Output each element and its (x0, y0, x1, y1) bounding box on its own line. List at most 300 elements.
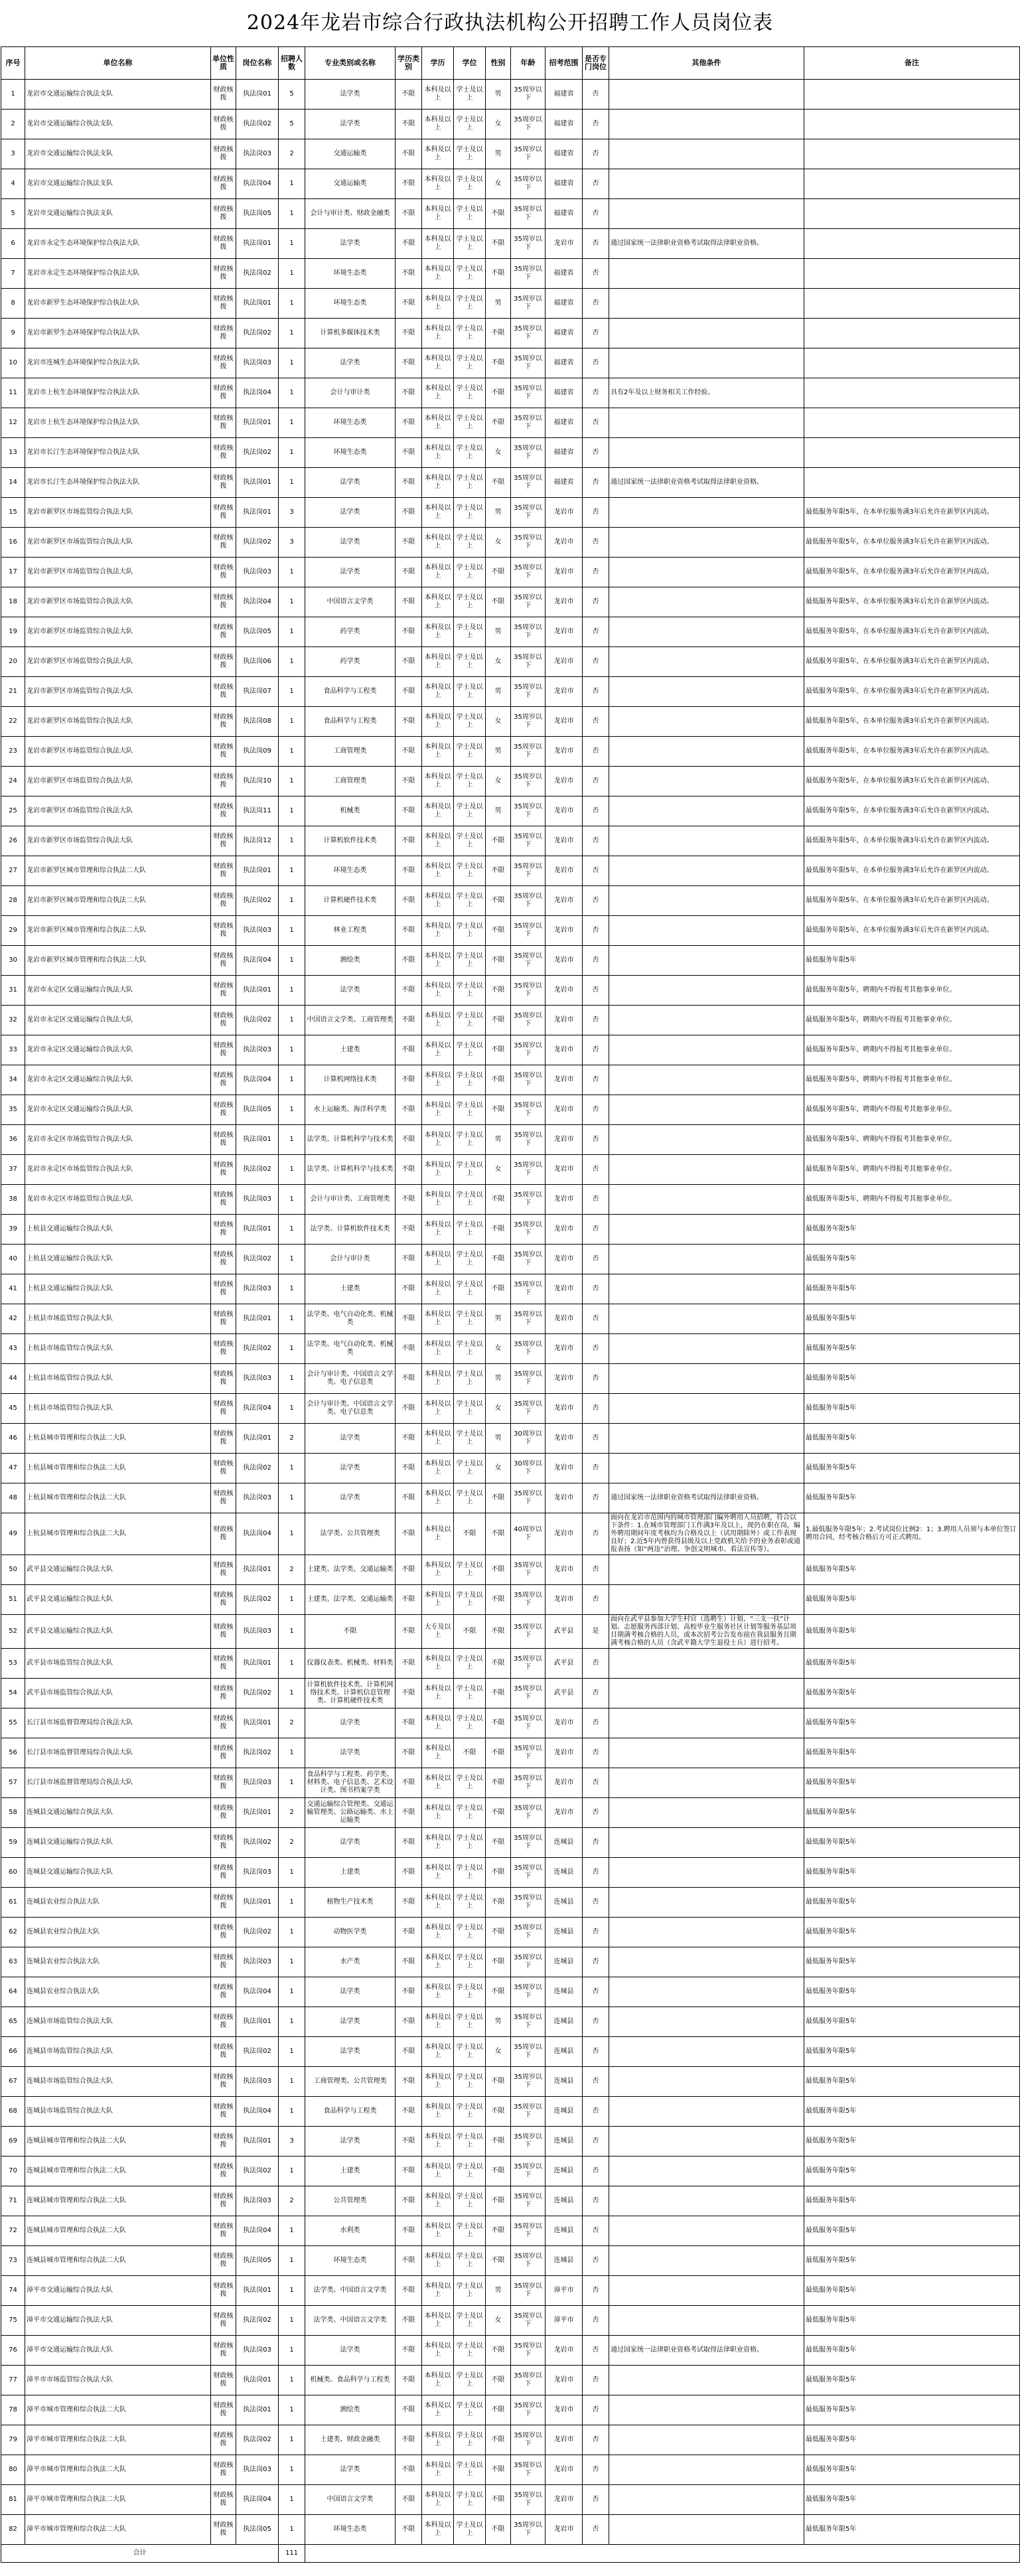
table-cell: 本科及以上 (422, 677, 454, 707)
table-cell: 漳平市 (546, 2306, 583, 2336)
table-cell: 学士及以上 (454, 558, 486, 587)
table-cell: 龙岩市永定区交通运输综合执法大队 (25, 1095, 211, 1125)
table-cell: 连城县城市管理和综合执法二大队 (25, 2186, 211, 2216)
table-cell: 执法岗04 (236, 2216, 279, 2246)
table-cell (609, 886, 804, 916)
table-cell: 1 (279, 1304, 305, 1334)
table-cell: 执法岗03 (236, 2455, 279, 2485)
table-cell: 环境生态类 (305, 2515, 396, 2545)
table-cell: 会计与审计类、工商管理类 (305, 1185, 396, 1215)
table-cell: 35周岁以下 (511, 2515, 546, 2545)
table-cell: 本科及以上 (422, 587, 454, 617)
table-cell (609, 110, 804, 139)
table-cell: 不限 (396, 169, 422, 199)
table-cell: 22 (1, 707, 25, 737)
table-cell: 本科及以上 (422, 319, 454, 348)
table-cell: 学士及以上 (454, 826, 486, 856)
table-cell: 36 (1, 1125, 25, 1155)
table-cell: 执法岗05 (236, 199, 279, 229)
table-cell: 不限 (396, 498, 422, 528)
table-cell: 执法岗01 (236, 1798, 279, 1828)
table-cell: 龙岩市新罗区市场监管综合执法大队 (25, 677, 211, 707)
table-cell: 不限 (486, 2186, 511, 2216)
table-cell: 龙岩市 (546, 1555, 583, 1585)
table-cell: 计算机硬件技术类 (305, 886, 396, 916)
table-cell: 62 (1, 1918, 25, 1947)
table-cell: 环境生态类 (305, 856, 396, 886)
table-cell: 35周岁以下 (511, 1155, 546, 1185)
table-cell (804, 438, 1020, 468)
table-cell: 学士及以上 (454, 2425, 486, 2455)
table-cell (609, 1394, 804, 1424)
table-cell: 龙岩市 (546, 1798, 583, 1828)
table-cell: 最低服务年限5年 (804, 2097, 1020, 2127)
table-cell: 不限 (486, 558, 511, 587)
table-cell (609, 319, 804, 348)
table-cell: 龙岩市 (546, 707, 583, 737)
table-row (1, 1155, 1020, 1185)
table-cell: 学士及以上 (454, 2037, 486, 2067)
table-cell: 执法岗01 (236, 289, 279, 319)
table-cell: 上杭县城市管理和综合执法二大队 (25, 1483, 211, 1513)
table-cell: 环境生态类 (305, 259, 396, 289)
table-cell: 最低服务年限5年 (804, 1585, 1020, 1615)
table-cell: 龙岩市新罗区市场监管综合执法大队 (25, 528, 211, 558)
table-cell: 不限 (454, 1738, 486, 1768)
table-cell: 最低服务年限5年 (804, 1555, 1020, 1585)
table-cell: 学士及以上 (454, 707, 486, 737)
table-cell: 不限 (486, 946, 511, 976)
table-cell: 不限 (486, 2366, 511, 2395)
table-row (1, 378, 1020, 408)
table-cell: 1 (279, 1454, 305, 1483)
table-cell: 不限 (396, 229, 422, 259)
table-cell: 长汀县市场监督管理局综合执法大队 (25, 1768, 211, 1798)
table-cell: 武平县 (546, 1615, 583, 1649)
table-cell: 1 (279, 558, 305, 587)
table-cell: 上杭县交通运输综合执法大队 (25, 1215, 211, 1245)
table-cell: 35周岁以下 (511, 2336, 546, 2366)
table-cell: 不限 (396, 1006, 422, 1035)
table-cell: 龙岩市 (546, 2395, 583, 2425)
table-cell (804, 319, 1020, 348)
table-cell: 龙岩市新罗区市场监管综合执法大队 (25, 498, 211, 528)
table-cell: 财政核拨 (211, 647, 236, 677)
table-cell: 本科及以上 (422, 1185, 454, 1215)
table-row (1, 1738, 1020, 1768)
table-cell: 不限 (486, 1858, 511, 1888)
table-row (1, 2127, 1020, 2157)
table-cell (609, 1035, 804, 1065)
table-cell: 否 (583, 1888, 609, 1918)
table-cell: 35周岁以下 (511, 2246, 546, 2276)
table-cell: 不限 (486, 1095, 511, 1125)
table-cell: 执法岗04 (236, 378, 279, 408)
table-cell: 学士及以上 (454, 348, 486, 378)
table-cell (609, 2395, 804, 2425)
table-cell: 法学类、计算机软件技术类 (305, 1215, 396, 1245)
table-cell (609, 289, 804, 319)
table-cell: 5 (279, 110, 305, 139)
table-cell: 不限 (396, 1918, 422, 1947)
table-cell: 否 (583, 2306, 609, 2336)
table-cell: 不限 (486, 1947, 511, 1977)
table-row (1, 1364, 1020, 1394)
table-cell: 学士及以上 (454, 408, 486, 438)
table-cell: 漳平市市场监管综合执法大队 (25, 2366, 211, 2395)
table-cell: 本科及以上 (422, 2007, 454, 2037)
table-cell: 龙岩市 (546, 1185, 583, 1215)
table-cell: 不限 (396, 1828, 422, 1858)
table-cell: 工商管理类、公共管理类 (305, 2067, 396, 2097)
table-cell: 否 (583, 2366, 609, 2395)
table-cell (609, 1454, 804, 1483)
table-cell: 27 (1, 856, 25, 886)
table-cell: 最低服务年限5年 (804, 1215, 1020, 1245)
table-cell: 本科及以上 (422, 1274, 454, 1304)
table-cell: 不限 (396, 617, 422, 647)
table-cell: 1 (279, 1394, 305, 1424)
table-cell: 男 (486, 289, 511, 319)
table-row (1, 617, 1020, 647)
table-cell: 48 (1, 1483, 25, 1513)
table-cell (609, 2306, 804, 2336)
table-cell: 不限 (486, 826, 511, 856)
table-row (1, 1006, 1020, 1035)
table-cell: 35周岁以下 (511, 1483, 546, 1513)
table-cell: 1 (279, 2515, 305, 2545)
table-row (1, 976, 1020, 1006)
table-row (1, 1768, 1020, 1798)
table-cell: 财政核拨 (211, 976, 236, 1006)
table-cell: 1 (279, 647, 305, 677)
table-cell: 不限 (396, 2097, 422, 2127)
table-cell: 武平县 (546, 1679, 583, 1708)
table-cell: 连城县农业综合执法大队 (25, 1918, 211, 1947)
table-cell: 具有2年及以上财务相关工作经验。 (609, 378, 804, 408)
table-cell: 执法岗01 (236, 2127, 279, 2157)
table-cell: 龙岩市上杭生态环境保护综合执法大队 (25, 408, 211, 438)
table-cell: 财政核拨 (211, 438, 236, 468)
table-cell: 不限 (486, 1245, 511, 1274)
table-cell: 财政核拨 (211, 1035, 236, 1065)
table-cell: 连城县 (546, 2007, 583, 2037)
table-cell: 法学类 (305, 468, 396, 498)
table-cell: 龙岩市 (546, 886, 583, 916)
table-cell: 最低服务年限5年 (804, 1649, 1020, 1679)
table-cell: 测绘类 (305, 2395, 396, 2425)
table-cell: 龙岩市上杭生态环境保护综合执法大队 (25, 378, 211, 408)
table-cell: 龙岩市 (546, 587, 583, 617)
table-cell: 学士及以上 (454, 587, 486, 617)
total-count: 111 (279, 2545, 305, 2563)
recruitment-table (1, 46, 1020, 2563)
table-cell (804, 468, 1020, 498)
table-cell: 龙岩市新罗区市场监管综合执法大队 (25, 767, 211, 796)
table-cell: 1 (279, 1679, 305, 1708)
table-cell: 41 (1, 1274, 25, 1304)
table-cell: 1 (279, 1274, 305, 1304)
table-cell (609, 1006, 804, 1035)
table-cell: 龙岩市 (546, 1125, 583, 1155)
table-cell: 35周岁以下 (511, 1006, 546, 1035)
table-row (1, 1918, 1020, 1947)
table-cell: 连城县市场监管综合执法大队 (25, 2097, 211, 2127)
table-cell: 执法岗01 (236, 1125, 279, 1155)
table-cell: 学士及以上 (454, 1585, 486, 1615)
table-row (1, 528, 1020, 558)
table-cell: 龙岩市 (546, 1483, 583, 1513)
table-cell: 最低服务年限5年，在本单位服务满3年后允许在新罗区内流动。 (804, 767, 1020, 796)
table-cell: 1 (279, 916, 305, 946)
table-cell: 连城县城市管理和综合执法二大队 (25, 2157, 211, 2186)
table-cell: 财政核拨 (211, 1424, 236, 1454)
table-cell: 学士及以上 (454, 1215, 486, 1245)
table-cell: 学士及以上 (454, 1977, 486, 2007)
table-cell: 龙岩市 (546, 1245, 583, 1274)
table-cell: 2 (279, 1828, 305, 1858)
table-cell: 最低服务年限5年 (804, 1679, 1020, 1708)
table-row (1, 2306, 1020, 2336)
table-cell: 1 (279, 1947, 305, 1977)
table-cell: 连城县 (546, 2037, 583, 2067)
table-cell: 不限 (396, 856, 422, 886)
table-cell: 学士及以上 (454, 677, 486, 707)
table-cell: 上杭县交通运输综合执法大队 (25, 1274, 211, 1304)
table-cell: 本科及以上 (422, 498, 454, 528)
table-cell: 本科及以上 (422, 1245, 454, 1274)
table-cell: 公共管理类 (305, 2186, 396, 2216)
table-cell: 否 (583, 1364, 609, 1394)
table-cell: 财政核拨 (211, 587, 236, 617)
table-cell: 1 (279, 2216, 305, 2246)
header-cell: 年龄 (511, 47, 546, 80)
table-cell: 学士及以上 (454, 199, 486, 229)
table-cell: 会计与审计类、中国语言文学类、电子信息类 (305, 1394, 396, 1424)
table-cell: 连城县城市管理和综合执法二大队 (25, 2246, 211, 2276)
table-cell: 最低服务年限5年 (804, 2276, 1020, 2306)
table-row (1, 139, 1020, 169)
table-row (1, 348, 1020, 378)
table-cell: 植物生产技术类 (305, 1888, 396, 1918)
table-cell: 龙岩市 (546, 1334, 583, 1364)
table-row (1, 1215, 1020, 1245)
table-row (1, 1585, 1020, 1615)
table-cell: 本科及以上 (422, 1649, 454, 1679)
table-cell: 执法岗03 (236, 139, 279, 169)
table-cell: 1 (279, 677, 305, 707)
table-cell (609, 348, 804, 378)
table-cell: 55 (1, 1708, 25, 1738)
table-cell: 1 (279, 348, 305, 378)
table-cell: 否 (583, 2485, 609, 2515)
table-row (1, 916, 1020, 946)
table-cell: 否 (583, 1274, 609, 1304)
table-cell: 不限 (486, 2455, 511, 2485)
table-cell: 土建类 (305, 2157, 396, 2186)
table-cell (609, 1304, 804, 1334)
table-cell: 交通运输类 (305, 169, 396, 199)
table-cell (609, 737, 804, 767)
table-cell: 女 (486, 438, 511, 468)
table-cell: 女 (486, 169, 511, 199)
table-cell: 龙岩市 (546, 1364, 583, 1394)
table-cell: 否 (583, 1424, 609, 1454)
table-row (1, 1454, 1020, 1483)
table-cell: 不限 (396, 2425, 422, 2455)
table-cell: 不限 (396, 2515, 422, 2545)
table-cell: 环境生态类 (305, 2246, 396, 2276)
table-cell: 不限 (396, 2216, 422, 2246)
table-cell: 学士及以上 (454, 2485, 486, 2515)
table-cell: 1 (279, 1738, 305, 1768)
table-cell: 本科及以上 (422, 2157, 454, 2186)
table-row (1, 1708, 1020, 1738)
table-cell: 35周岁以下 (511, 2037, 546, 2067)
table-cell: 1 (279, 259, 305, 289)
table-row (1, 1858, 1020, 1888)
table-cell: 1 (279, 1185, 305, 1215)
table-cell: 动物医学类 (305, 1918, 396, 1947)
table-cell: 最低服务年限5年 (804, 2366, 1020, 2395)
table-cell: 不限 (486, 229, 511, 259)
table-cell: 35周岁以下 (511, 169, 546, 199)
table-row (1, 2157, 1020, 2186)
table-cell: 29 (1, 916, 25, 946)
table-cell: 35周岁以下 (511, 796, 546, 826)
table-cell: 执法岗01 (236, 1424, 279, 1454)
table-cell: 本科及以上 (422, 1708, 454, 1738)
table-cell: 32 (1, 1006, 25, 1035)
table-row (1, 1555, 1020, 1585)
table-cell: 否 (583, 528, 609, 558)
table-cell: 74 (1, 2276, 25, 2306)
table-cell: 通过国家统一法律职业资格考试取得法律职业资格。 (609, 229, 804, 259)
table-cell: 79 (1, 2425, 25, 2455)
table-cell: 龙岩市永定区市场监管综合执法大队 (25, 1155, 211, 1185)
table-cell: 执法岗08 (236, 707, 279, 737)
table-cell: 女 (486, 2306, 511, 2336)
table-cell: 本科及以上 (422, 647, 454, 677)
table-row (1, 647, 1020, 677)
table-cell: 财政核拨 (211, 1513, 236, 1555)
table-cell: 21 (1, 677, 25, 707)
table-cell: 82 (1, 2515, 25, 2545)
table-cell: 食品科学与工程类 (305, 2097, 396, 2127)
table-cell: 2 (279, 1798, 305, 1828)
table-row (1, 767, 1020, 796)
table-cell: 否 (583, 707, 609, 737)
table-cell: 本科及以上 (422, 348, 454, 378)
table-cell: 土建类、法学类、交通运输类 (305, 1585, 396, 1615)
table-cell: 学士及以上 (454, 438, 486, 468)
table-cell: 执法岗02 (236, 259, 279, 289)
table-cell: 龙岩市交通运输综合执法支队 (25, 110, 211, 139)
table-cell: 1 (279, 319, 305, 348)
table-cell: 男 (486, 1304, 511, 1334)
table-cell: 面向在龙岩市范围内的城市管理部门编外聘用人员招聘，符合以下条件：1.在城市管理部门工作满3年及以上，现仍在职在岗，编外聘用期间年度考核均为合格及以上（试用期除外）或工作表现良好；2.近5年内曾获得县级及以上党政机关给予的业务表彰或通报表扬（如“两违”治理、争创文明城市、看法宣传等）。 (609, 1513, 804, 1555)
table-cell: 否 (583, 767, 609, 796)
table-cell: 财政核拨 (211, 2186, 236, 2216)
table-cell: 35周岁以下 (511, 856, 546, 886)
table-cell: 本科及以上 (422, 886, 454, 916)
table-cell: 35周岁以下 (511, 1364, 546, 1394)
table-cell: 最低服务年限5年，聘期内不得报考其他事业单位。 (804, 976, 1020, 1006)
table-cell: 20 (1, 647, 25, 677)
table-cell: 龙岩市 (546, 2515, 583, 2545)
table-row (1, 2485, 1020, 2515)
table-cell (804, 408, 1020, 438)
table-cell: 执法岗03 (236, 1364, 279, 1394)
table-cell: 不限 (396, 1394, 422, 1424)
table-cell: 39 (1, 1215, 25, 1245)
table-cell: 学士及以上 (454, 1888, 486, 1918)
table-cell (609, 169, 804, 199)
table-cell: 财政核拨 (211, 498, 236, 528)
table-cell: 学士及以上 (454, 289, 486, 319)
table-cell: 最低服务年限5年 (804, 2336, 1020, 2366)
table-cell: 执法岗02 (236, 2157, 279, 2186)
table-cell: 龙岩市交通运输综合执法支队 (25, 139, 211, 169)
table-cell: 执法岗01 (236, 468, 279, 498)
table-cell: 执法岗02 (236, 1334, 279, 1364)
table-cell: 食品科学与工程类、药学类、材料类、电子信息类、艺术设计类、图书档案学类 (305, 1768, 396, 1798)
table-cell: 连城县市场监管综合执法大队 (25, 2067, 211, 2097)
table-cell: 本科及以上 (422, 2067, 454, 2097)
table-cell: 连城县 (546, 1828, 583, 1858)
table-cell: 35周岁以下 (511, 767, 546, 796)
table-row (1, 587, 1020, 617)
table-cell: 学士及以上 (454, 2395, 486, 2425)
table-cell: 3 (1, 139, 25, 169)
table-cell: 龙岩市新罗区市场监管综合执法大队 (25, 647, 211, 677)
table-cell: 不限 (486, 259, 511, 289)
table-cell: 1 (279, 2425, 305, 2455)
table-cell: 不限 (486, 1185, 511, 1215)
table-cell: 31 (1, 976, 25, 1006)
table-cell: 执法岗02 (236, 1585, 279, 1615)
table-cell: 本科及以上 (422, 856, 454, 886)
table-cell: 最低服务年限5年 (804, 1858, 1020, 1888)
table-cell: 不限 (486, 378, 511, 408)
table-cell: 龙岩市新罗区市场监管综合执法大队 (25, 826, 211, 856)
table-cell: 最低服务年限5年，在本单位服务满3年后允许在新罗区内流动。 (804, 558, 1020, 587)
table-cell: 学士及以上 (454, 617, 486, 647)
table-cell: 最低服务年限5年，聘期内不得报考其他事业单位。 (804, 1155, 1020, 1185)
table-cell: 不限 (396, 767, 422, 796)
table-cell: 最低服务年限5年 (804, 1977, 1020, 2007)
table-cell: 45 (1, 1394, 25, 1424)
table-row (1, 229, 1020, 259)
table-cell: 龙岩市 (546, 498, 583, 528)
table-cell: 不限 (396, 976, 422, 1006)
table-cell: 连城县交通运输综合执法大队 (25, 1828, 211, 1858)
table-cell: 43 (1, 1334, 25, 1364)
table-cell: 法学类 (305, 1708, 396, 1738)
table-cell: 连城县 (546, 2186, 583, 2216)
table-cell: 57 (1, 1768, 25, 1798)
table-cell: 否 (583, 796, 609, 826)
table-cell: 执法岗03 (236, 2067, 279, 2097)
table-cell (609, 2037, 804, 2067)
table-cell: 法学类 (305, 229, 396, 259)
total-empty (305, 2545, 1020, 2563)
table-cell: 连城县 (546, 2216, 583, 2246)
table-cell: 4 (1, 169, 25, 199)
table-cell: 不限 (396, 2127, 422, 2157)
table-cell: 不限 (396, 2246, 422, 2276)
table-cell: 不限 (396, 677, 422, 707)
